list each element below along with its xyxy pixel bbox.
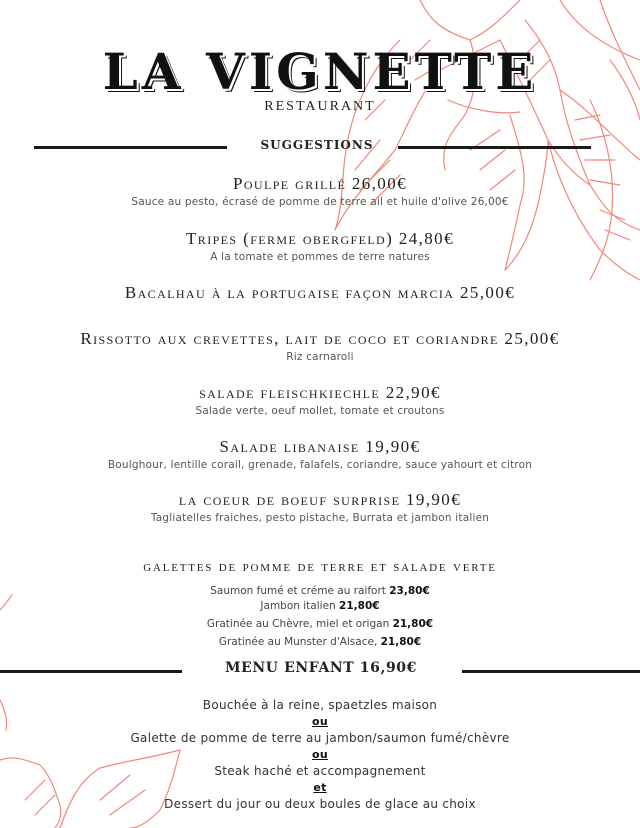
- suggestions-divider: [0, 137, 640, 157]
- galette-label: Gratinée au Munster d'Alsace,: [218, 636, 381, 648]
- dish-item: [0, 174, 640, 210]
- dish-description: Tagliatelles fraiches, pesto pistache, Burrata et jambon italien: [150, 512, 490, 524]
- dish-name: salade fleischkiechle 22,90€: [199, 383, 441, 402]
- galette-price: 21,80€: [339, 600, 380, 612]
- galette-label: Saumon fumé et créme au raifort: [210, 585, 390, 597]
- galette-price: 23,80€: [389, 585, 430, 597]
- dish-item: [0, 383, 640, 419]
- galette-label: Jambon italien: [260, 600, 340, 612]
- divider-rule-right: [398, 146, 591, 149]
- kids-menu-item: Galette de pomme de terre au jambon/saumon fumé/chèvre: [130, 731, 510, 745]
- galettes-section: [0, 557, 640, 577]
- kids-menu-heading: MENU ENFANT 16,90€: [225, 660, 417, 676]
- dish-name: Tripes (ferme obergfeld) 24,80€: [186, 229, 454, 248]
- kids-menu-connector: ou: [312, 715, 328, 728]
- divider-rule-left: [34, 146, 227, 149]
- dish-item: [0, 490, 640, 526]
- galette-price: 21,80€: [380, 636, 422, 648]
- dish-description: A la tomate et pommes de terre natures: [210, 251, 430, 263]
- restaurant-title: LA VIGNETTE: [102, 42, 538, 101]
- suggestions-heading: SUGGESTIONS: [260, 138, 374, 152]
- kids-menu-item: Steak haché et accompagnement: [214, 764, 426, 778]
- divider-rule-right: [462, 670, 640, 673]
- galette-price: 21,80€: [392, 618, 434, 630]
- dish-item: [0, 283, 640, 303]
- dish-name: Bacalhau à la portugaise façon marcia 25,00€: [124, 283, 516, 302]
- galette-label: Gratinée au Chèvre, miel et origan: [206, 618, 393, 630]
- galette-item: [0, 598, 640, 614]
- dish-name: la coeur de boeuf surprise 19,90€: [178, 490, 462, 509]
- divider-rule-left: [0, 670, 182, 673]
- dish-name: Poulpe grillé 26,00€: [232, 174, 408, 193]
- dish-description: Salade verte, oeuf mollet, tomate et croutons: [195, 405, 445, 417]
- kids-menu-item: Dessert du jour ou deux boules de glace au choix: [164, 797, 476, 811]
- dish-item: [0, 329, 640, 365]
- dish-description: Riz carnaroli: [286, 351, 354, 363]
- dish-name: Salade libanaise 19,90€: [219, 437, 421, 456]
- dish-item: [0, 229, 640, 265]
- kids-menu-connector: ou: [312, 748, 328, 761]
- dish-description: Boulghour, lentille corail, grenade, falafels, coriandre, sauce yahourt et citron: [107, 459, 533, 471]
- galettes-heading: galettes de pomme de terre et salade verte: [143, 559, 497, 575]
- kids-menu-connector: et: [313, 781, 327, 794]
- kids-menu-item: Bouchée à la reine, spaetzles maison: [202, 698, 438, 712]
- kids-menu-divider: [0, 660, 640, 680]
- dish-description: Sauce au pesto, écrasé de pomme de terre ail et huile d'olive 26,00€: [131, 196, 509, 208]
- restaurant-subtitle: RESTAURANT: [264, 99, 376, 114]
- galette-item: [0, 634, 640, 650]
- dish-name: Rissotto aux crevettes, lait de coco et coriandre 25,00€: [80, 329, 560, 348]
- galette-item: [0, 616, 640, 632]
- dish-item: [0, 437, 640, 473]
- galette-item: [0, 583, 640, 599]
